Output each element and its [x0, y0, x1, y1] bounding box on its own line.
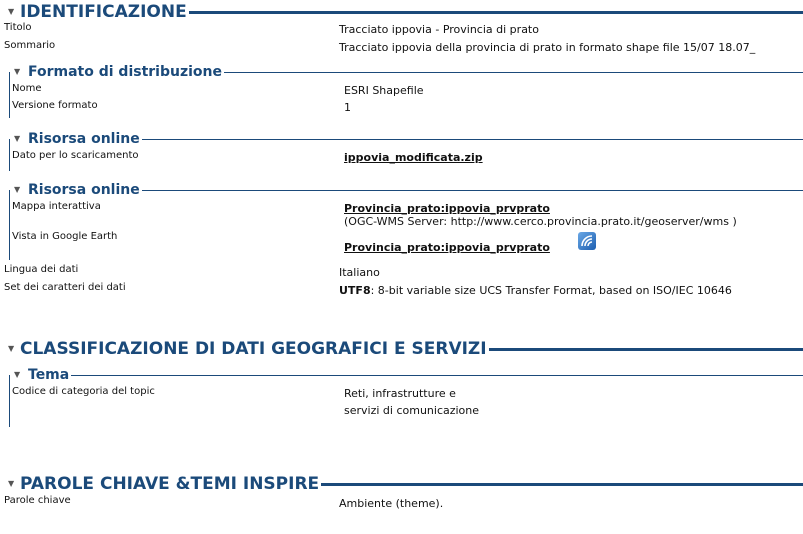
download-label: Dato per lo scaricamento — [12, 150, 139, 161]
topic-category-value-line1: Reti, infrastrutture e — [344, 387, 456, 400]
collapse-triangle-icon[interactable]: ▼ — [8, 479, 15, 488]
charset-label: Set dei caratteri dei dati — [4, 282, 126, 293]
lingua-value: Italiano — [339, 266, 380, 279]
titolo-label: Titolo — [4, 22, 32, 33]
collapse-triangle-icon[interactable]: ▼ — [8, 7, 15, 16]
collapse-triangle-icon[interactable]: ▼ — [14, 67, 21, 76]
subsection-title: Formato di distribuzione — [28, 64, 222, 80]
nome-label: Nome — [12, 83, 42, 94]
header-rule — [189, 11, 803, 14]
charset-description: : 8-bit variable size UCS Transfer Format, based on ISO/IEC 10646 — [370, 284, 732, 297]
mappa-interattiva-label: Mappa interattiva — [12, 201, 101, 212]
charset-value — [339, 284, 732, 297]
subsection-border — [9, 139, 10, 171]
topic-category-value-line2: servizi di comunicazione — [344, 404, 480, 417]
charset-code: UTF8 — [339, 284, 371, 297]
header-rule — [142, 190, 803, 191]
parole-chiave-label: Parole chiave — [4, 495, 71, 506]
download-link[interactable]: ippovia_modificata.zip — [344, 151, 483, 164]
parole-chiave-value: Ambiente (theme). — [339, 497, 444, 510]
versione-label: Versione formato — [12, 100, 98, 111]
subsection-title: Risorsa online — [28, 131, 140, 147]
subsection-title: Tema — [28, 367, 70, 383]
section-parole-chiave-header[interactable] — [8, 474, 803, 494]
section-classificazione-header[interactable] — [8, 339, 803, 359]
header-rule — [71, 375, 803, 376]
section-title: IDENTIFICAZIONE — [20, 2, 187, 22]
subsection-border — [9, 375, 10, 427]
section-title: PAROLE CHIAVE &TEMI INSPIRE — [20, 474, 320, 494]
collapse-triangle-icon[interactable]: ▼ — [14, 185, 21, 194]
topic-category-label: Codice di categoria del topic — [12, 386, 155, 397]
sommario-value: Tracciato ippovia della provincia di prato in formato shape file 15/07 18.07_ — [339, 41, 756, 54]
lingua-label: Lingua dei dati — [4, 264, 79, 275]
header-rule — [224, 72, 803, 73]
subsection-border — [9, 72, 10, 118]
google-earth-label: Vista in Google Earth — [12, 231, 118, 242]
section-title: CLASSIFICAZIONE DI DATI GEOGRAFICI E SERVIZI — [20, 339, 487, 359]
google-earth-link[interactable]: Provincia_prato:ippovia_prvprato — [344, 241, 550, 254]
section-identificazione-header[interactable] — [8, 2, 803, 22]
subsection-tema-header[interactable] — [14, 367, 803, 383]
collapse-triangle-icon[interactable]: ▼ — [8, 344, 15, 353]
nome-value: ESRI Shapefile — [344, 84, 424, 97]
subsection-formato-header[interactable] — [14, 64, 803, 80]
wms-server-note: (OGC-WMS Server: http://www.cerco.provincia.prato.it/geoserver/wms ) — [344, 215, 737, 228]
subsection-title: Risorsa online — [28, 182, 140, 198]
collapse-triangle-icon[interactable]: ▼ — [14, 134, 21, 143]
titolo-value: Tracciato ippovia - Provincia di prato — [339, 23, 539, 36]
header-rule — [489, 348, 803, 351]
collapse-triangle-icon[interactable]: ▼ — [14, 370, 21, 379]
google-earth-icon[interactable] — [578, 232, 596, 250]
subsection-risorsa-online-1-header[interactable] — [14, 131, 803, 147]
header-rule — [142, 139, 803, 140]
versione-value: 1 — [344, 101, 351, 114]
mappa-interattiva-link[interactable]: Provincia_prato:ippovia_prvprato — [344, 202, 550, 215]
header-rule — [321, 483, 803, 486]
sommario-label: Sommario — [4, 40, 56, 51]
subsection-risorsa-online-2-header[interactable] — [14, 182, 803, 198]
subsection-border — [9, 190, 10, 260]
